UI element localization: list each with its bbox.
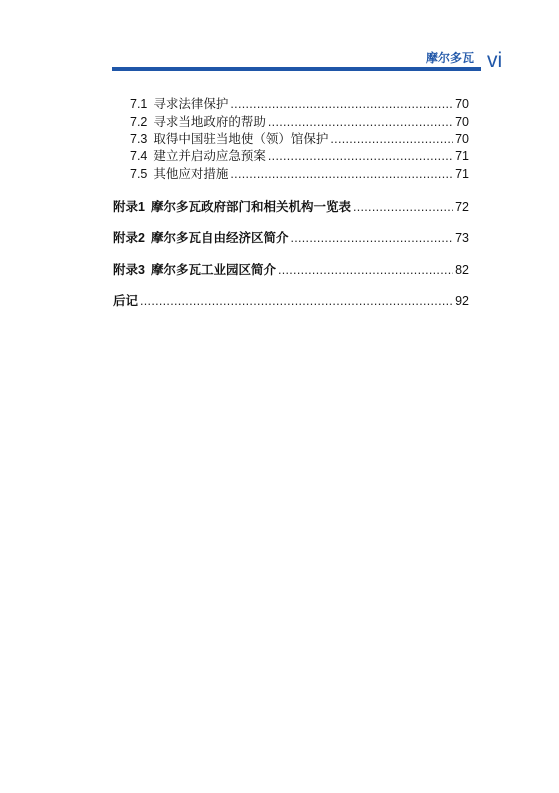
dot-leader [268, 114, 453, 130]
toc-entry-number: 7.4 [130, 149, 148, 163]
toc-entry-7-3[interactable] [130, 131, 469, 147]
toc-entry-7-5[interactable] [130, 166, 469, 182]
toc-entry-page: 82 [455, 263, 469, 277]
toc-entry-page: 70 [455, 97, 469, 111]
toc-entry-label [130, 148, 268, 164]
dot-leader [330, 131, 453, 147]
toc-entry-number: 附录3 [113, 263, 145, 277]
toc-entry-appendix-1[interactable] [113, 199, 469, 215]
running-header-title: 摩尔多瓦 [425, 51, 474, 65]
header-divider [112, 67, 481, 71]
toc-entry-number: 7.3 [130, 132, 148, 146]
dot-leader [140, 293, 453, 309]
toc-entry-page: 70 [455, 115, 469, 129]
toc-entry-label [130, 96, 230, 112]
dot-leader [290, 230, 453, 246]
toc-entry-title: 其他应对措施 [153, 167, 229, 181]
toc-entry-7-2[interactable] [130, 114, 469, 130]
toc-entry-label [113, 293, 140, 309]
toc-entry-label [130, 114, 268, 130]
toc-entry-title: 取得中国驻当地使（领）馆保护 [153, 132, 329, 146]
dot-leader [268, 148, 453, 164]
toc-entry-postscript[interactable] [113, 293, 469, 309]
page-number: vi [487, 49, 503, 72]
dot-leader [230, 166, 453, 182]
toc-entry-appendix-3[interactable] [113, 262, 469, 278]
toc-entry-page: 92 [455, 294, 469, 308]
toc-entry-title: 寻求法律保护 [153, 97, 229, 111]
dot-leader [278, 262, 453, 278]
toc-entry-number: 附录2 [113, 231, 145, 245]
toc-entry-7-1[interactable] [130, 96, 469, 112]
toc-entry-title: 寻求当地政府的帮助 [153, 115, 266, 129]
toc-entry-appendix-2[interactable] [113, 230, 469, 246]
toc-entry-number: 7.5 [130, 167, 148, 181]
toc-entry-page: 72 [455, 200, 469, 214]
toc-entry-label [113, 199, 353, 215]
toc-entry-number: 7.1 [130, 97, 148, 111]
toc-entry-page: 71 [455, 167, 469, 181]
toc-entry-7-4[interactable] [130, 148, 469, 164]
toc-entry-page: 70 [455, 132, 469, 146]
toc-entry-title: 摩尔多瓦自由经济区简介 [150, 231, 289, 245]
toc-entry-number: 7.2 [130, 115, 148, 129]
toc-entry-title: 后记 [113, 294, 139, 308]
toc-entry-title: 摩尔多瓦工业园区简介 [150, 263, 276, 277]
toc-entry-title: 建立并启动应急预案 [153, 149, 266, 163]
toc-entry-page: 71 [455, 149, 469, 163]
toc-entry-label [113, 230, 290, 246]
toc-entry-label [130, 166, 230, 182]
dot-leader [353, 199, 453, 215]
dot-leader [230, 96, 453, 112]
toc-entry-number: 附录1 [113, 200, 145, 214]
toc-entry-label [113, 262, 278, 278]
toc-entry-label [130, 131, 330, 147]
toc-entry-page: 73 [455, 231, 469, 245]
toc-entry-title: 摩尔多瓦政府部门和相关机构一览表 [150, 200, 351, 214]
